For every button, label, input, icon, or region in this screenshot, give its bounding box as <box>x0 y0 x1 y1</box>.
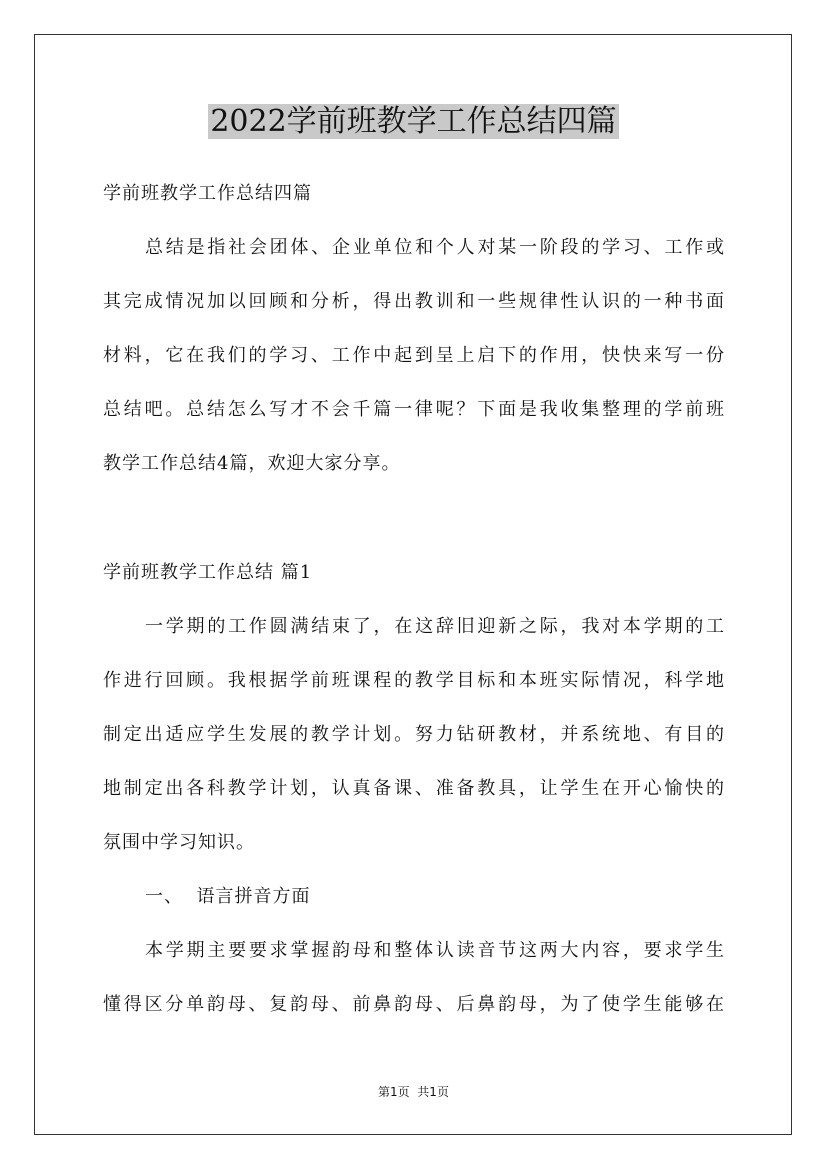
section-heading: 学前班教学工作总结 篇1 <box>103 562 313 583</box>
paragraph-line: 地制定出各科教学计划，认真备课、准备教具，让学生在开心愉快的 <box>103 778 725 799</box>
paragraph-line: 其完成情况加以回顾和分析，得出教训和一些规律性认识的一种书面 <box>103 291 725 312</box>
document-title <box>0 100 827 144</box>
document-subtitle: 学前班教学工作总结四篇 <box>103 183 312 204</box>
paragraph-line: 氛围中学习知识。 <box>103 832 255 853</box>
paragraph-line: 本学期主要要求掌握韵母和整体认读音节这两大内容，要求学生 <box>145 940 725 961</box>
subsection-heading: 一、 语言拼音方面 <box>145 886 311 907</box>
paragraph-line: 总结是指社会团体、企业单位和个人对某一阶段的学习、工作或 <box>145 237 725 258</box>
paragraph-line: 懂得区分单韵母、复韵母、前鼻韵母、后鼻韵母，为了使学生能够在 <box>103 994 725 1015</box>
paragraph-line: 教学工作总结4篇，欢迎大家分享。 <box>103 453 401 474</box>
document-title-text: 2022学前班教学工作总结四篇 <box>210 104 617 139</box>
page-number-footer: 第1页 共1页 <box>378 1085 449 1099</box>
paragraph-line: 一学期的工作圆满结束了，在这辞旧迎新之际，我对本学期的工 <box>145 616 725 637</box>
paragraph-line: 制定出适应学生发展的教学计划。努力钻研教材，并系统地、有目的 <box>103 724 725 745</box>
paragraph-line: 作进行回顾。我根据学前班课程的教学目标和本班实际情况，科学地 <box>103 670 725 691</box>
paragraph-line: 总结吧。总结怎么写才不会千篇一律呢？下面是我收集整理的学前班 <box>103 399 725 420</box>
paragraph-line: 材料，它在我们的学习、工作中起到呈上启下的作用，快快来写一份 <box>103 345 725 366</box>
